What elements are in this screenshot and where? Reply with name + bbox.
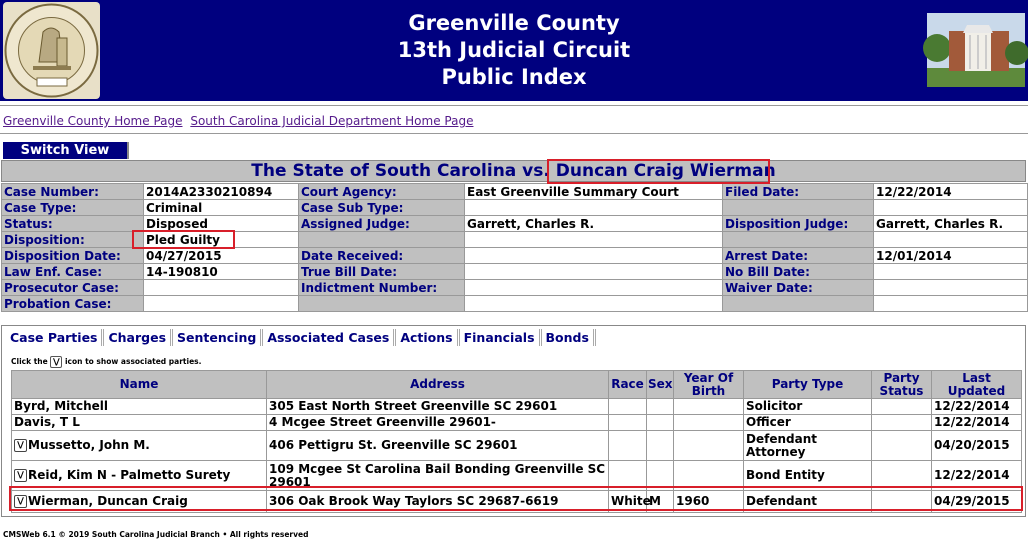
case-info-label: Case Number:: [2, 184, 144, 200]
case-info-label: [723, 296, 874, 312]
case-info-value: [465, 248, 723, 264]
supreme-court-seal-logo: [3, 2, 100, 99]
party-cell-type: [744, 431, 872, 461]
party-type: Bond Entity: [746, 468, 825, 482]
party-cell-sex: [647, 491, 674, 513]
party-cell-yob: [674, 491, 744, 513]
case-info-label: Disposition Date:: [2, 248, 144, 264]
case-title-prefix: The State of South Carolina vs.: [251, 161, 556, 181]
party-row: [12, 399, 1022, 415]
case-info-value: [465, 296, 723, 312]
case-info-label: [723, 200, 874, 216]
party-cell-updated: [932, 431, 1022, 461]
case-info-value: [874, 280, 1028, 296]
party-type: Defendant: [746, 494, 817, 508]
case-info-label: Law Enf. Case:: [2, 264, 144, 280]
party-cell-race: [609, 491, 651, 513]
party-address: 306 Oak Brook Way Taylors SC 29687-6619: [269, 494, 559, 508]
county-home-link[interactable]: Greenville County Home Page: [3, 114, 183, 128]
party-row: [12, 491, 1022, 513]
case-info-value: 04/27/2015: [144, 248, 299, 264]
tab-financials[interactable]: Financials: [460, 329, 542, 346]
case-info-label: Waiver Date:: [723, 280, 874, 296]
column-header: Year Of Birth: [674, 371, 744, 399]
case-info-row: [2, 232, 1028, 248]
party-cell-status: [872, 415, 932, 431]
case-info-label: Court Agency:: [299, 184, 465, 200]
case-info-label: Probation Case:: [2, 296, 144, 312]
case-info-label: [299, 232, 465, 248]
case-info-table: [1, 183, 1028, 312]
case-info-label: Indictment Number:: [299, 280, 465, 296]
party-type: Defendant Attorney: [746, 431, 817, 459]
case-info-value: Criminal: [144, 200, 299, 216]
party-address: 4 Mcgee Street Greenville 29601-: [269, 415, 496, 429]
tab-case-parties[interactable]: Case Parties: [6, 329, 104, 346]
expand-chevron-icon[interactable]: ⋁: [14, 469, 27, 482]
column-header: Race: [609, 371, 647, 399]
party-cell-race: [609, 461, 647, 491]
case-info-value: [874, 264, 1028, 280]
party-updated: 12/22/2014: [934, 468, 1010, 482]
party-cell-yob: [674, 399, 744, 415]
divider: [0, 133, 1028, 134]
party-updated: 04/20/2015: [934, 438, 1010, 452]
party-cell-yob: [674, 461, 744, 491]
party-cell-name: [12, 399, 267, 415]
party-sex: M: [649, 494, 661, 508]
expand-chevron-icon[interactable]: ⋁: [14, 439, 27, 452]
party-cell-updated: [932, 415, 1022, 431]
party-address: 305 East North Street Greenville SC 29601: [269, 399, 558, 413]
party-cell-name: [12, 461, 267, 491]
tab-charges[interactable]: Charges: [104, 329, 173, 346]
party-address: 109 Mcgee St Carolina Bail Bonding Greenville SC 29601: [269, 461, 606, 489]
party-yob: 1960: [676, 494, 710, 508]
party-cell-race: [609, 431, 647, 461]
column-header: Last Updated: [932, 371, 1022, 399]
expand-hint: [11, 356, 201, 368]
party-cell-status: [872, 491, 932, 513]
case-info-row: [2, 200, 1028, 216]
party-cell-yob: [674, 431, 744, 461]
party-address: 406 Pettigru St. Greenville SC 29601: [269, 438, 518, 452]
title-line-county: Greenville County: [408, 11, 620, 35]
case-info-value: Disposed: [144, 216, 299, 232]
party-row: [12, 415, 1022, 431]
case-info-value: Garrett, Charles R.: [874, 216, 1028, 232]
party-cell-sex: [647, 431, 674, 461]
case-tabs: [6, 329, 596, 346]
party-cell-type: [744, 491, 872, 513]
expand-chevron-icon[interactable]: ⋁: [14, 495, 27, 508]
party-name: Davis, T L: [14, 415, 80, 429]
case-info-value: [874, 232, 1028, 248]
party-cell-type: [744, 415, 872, 431]
tab-sentencing[interactable]: Sentencing: [173, 329, 263, 346]
party-race: White: [611, 494, 651, 508]
header-banner: [0, 0, 1028, 101]
party-cell-address: [267, 491, 609, 513]
party-cell-status: [872, 461, 932, 491]
party-cell-name: [12, 431, 267, 461]
case-info-label: Disposition:: [2, 232, 144, 248]
column-header: Sex: [647, 371, 674, 399]
divider: [0, 105, 1028, 106]
case-info-value: 12/22/2014: [874, 184, 1028, 200]
party-updated: 12/22/2014: [934, 415, 1010, 429]
case-info-label: True Bill Date:: [299, 264, 465, 280]
party-cell-address: [267, 461, 609, 491]
courthouse-photo: [927, 13, 1025, 87]
case-info-row: [2, 296, 1028, 312]
party-cell-race: [609, 415, 647, 431]
case-info-label: Status:: [2, 216, 144, 232]
case-info-label: Filed Date:: [723, 184, 874, 200]
case-info-label: Assigned Judge:: [299, 216, 465, 232]
column-header: Name: [12, 371, 267, 399]
case-info-value: [465, 200, 723, 216]
case-info-value: 2014A2330210894: [144, 184, 299, 200]
case-info-label: Disposition Judge:: [723, 216, 874, 232]
party-row: [12, 431, 1022, 461]
column-header: Party Status: [872, 371, 932, 399]
party-cell-sex: [647, 399, 674, 415]
case-info-label: Arrest Date:: [723, 248, 874, 264]
title-line-circuit: 13th Judicial Circuit: [397, 38, 631, 62]
case-info-label: Case Type:: [2, 200, 144, 216]
case-info-value: Pled Guilty: [144, 232, 299, 248]
party-type: Solicitor: [746, 399, 803, 413]
case-info-value: [465, 232, 723, 248]
parties-table: [11, 370, 1022, 513]
party-cell-type: [744, 461, 872, 491]
case-info-value: [144, 280, 299, 296]
party-cell-address: [267, 415, 609, 431]
party-cell-race: [609, 399, 647, 415]
case-info-row: [2, 184, 1028, 200]
title-line-index: Public Index: [441, 65, 587, 89]
party-name: Reid, Kim N - Palmetto Surety: [28, 468, 231, 482]
party-type: Officer: [746, 415, 791, 429]
footer-copyright: CMSWeb 6.1 © 2019 South Carolina Judicial Branch • All rights reserved: [3, 530, 309, 539]
party-row: [12, 461, 1022, 491]
hint-after: icon to show associated parties.: [64, 357, 202, 366]
page-title: [300, 10, 728, 91]
case-info-label: [299, 296, 465, 312]
party-cell-sex: [647, 415, 674, 431]
party-cell-updated: [932, 461, 1022, 491]
case-info-value: [465, 280, 723, 296]
case-info-label: No Bill Date:: [723, 264, 874, 280]
party-cell-yob: [674, 415, 744, 431]
party-cell-name: [12, 491, 267, 513]
column-header: Party Type: [744, 371, 872, 399]
party-cell-address: [267, 431, 609, 461]
case-info-value: [144, 296, 299, 312]
case-info-row: [2, 216, 1028, 232]
case-info-label: Prosecutor Case:: [2, 280, 144, 296]
case-title-defendant: Duncan Craig Wierman: [555, 161, 776, 181]
case-info-row: [2, 280, 1028, 296]
case-info-value: [874, 200, 1028, 216]
party-cell-status: [872, 399, 932, 415]
party-cell-updated: [932, 491, 1022, 513]
party-cell-status: [872, 431, 932, 461]
tab-bonds[interactable]: Bonds: [542, 329, 596, 346]
expand-chevron-icon: ⋁: [50, 356, 62, 368]
case-info-label: Date Received:: [299, 248, 465, 264]
column-header: Address: [267, 371, 609, 399]
case-info-label: [723, 232, 874, 248]
case-info-value: 12/01/2014: [874, 248, 1028, 264]
party-name: Byrd, Mitchell: [14, 399, 109, 413]
case-info-value: [874, 296, 1028, 312]
party-updated: 12/22/2014: [934, 399, 1010, 413]
party-cell-updated: [932, 399, 1022, 415]
case-info-value: Garrett, Charles R.: [465, 216, 723, 232]
party-cell-address: [267, 399, 609, 415]
switch-view-button[interactable]: Switch View: [3, 142, 129, 159]
party-cell-type: [744, 399, 872, 415]
case-info-value: [465, 264, 723, 280]
case-info-row: [2, 248, 1028, 264]
case-info-row: [2, 264, 1028, 280]
hint-before: Click the: [11, 357, 48, 366]
sc-judicial-home-link[interactable]: South Carolina Judicial Department Home Page: [190, 114, 474, 128]
tab-actions[interactable]: Actions: [396, 329, 459, 346]
case-info-value: 14-190810: [144, 264, 299, 280]
party-name: Wierman, Duncan Craig: [28, 494, 188, 508]
case-info-label: Case Sub Type:: [299, 200, 465, 216]
tab-associated-cases[interactable]: Associated Cases: [263, 329, 396, 346]
case-info-value: East Greenville Summary Court: [465, 184, 723, 200]
header-links: [3, 114, 477, 128]
party-cell-sex: [647, 461, 674, 491]
case-title: [1, 160, 1026, 182]
party-cell-name: [12, 415, 267, 431]
party-updated: 04/29/2015: [934, 494, 1010, 508]
party-name: Mussetto, John M.: [28, 438, 150, 452]
